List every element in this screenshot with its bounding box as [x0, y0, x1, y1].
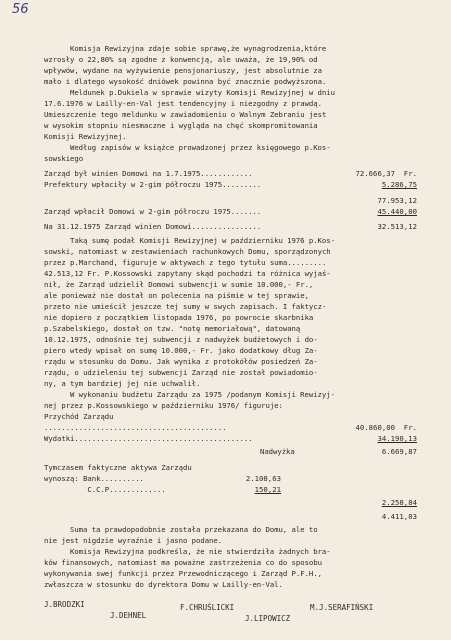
text-line: p.Szabelskiego, dostał on tzw. "notę memoriałową", datowaną [44, 324, 301, 333]
text-line: W wykonaniu budżetu Zarządu za 1975 /podanym Komisji Rewizyj- [70, 390, 335, 399]
text-line: ny, a tym bardziej jej nie uchwalił. [44, 379, 201, 388]
text-line: Taką sumę podał Komisji Rewizyjnej w październiku 1976 p.Kos- [70, 236, 335, 245]
text-line: wzrosły o 22,80% są zgodne z konwencją, ale uważa, że 19,90% od [44, 55, 318, 64]
text-line: wykonywania swej funkcji przez Przewodniczącego i Zarząd P.F.H., [44, 569, 322, 578]
ledger-amount: 77.953,12 [377, 196, 417, 205]
text-line: Komisja Rewizyjna podkreśla, że nie stwierdziła żadnych bra- [70, 547, 331, 556]
ledger-amount: 32.513,12 [377, 222, 417, 231]
text-line: nił, że Zarząd udzielił Domowi subwencji w sumie 10.000,- Fr., [44, 280, 314, 289]
text-line: sowski, natomiast w zestawieniach rachunkowych Domu, sporządzonych [44, 247, 331, 256]
ledger-label: Nadwyżka [260, 447, 295, 456]
text-line: nie jest nigdzie wyraźnie i jasno podane. [44, 536, 223, 545]
ledger-label: C.C.P............. [44, 485, 166, 494]
ledger-amount: 6.669,87 [381, 447, 417, 456]
ledger-amount: 34.190,13 [377, 434, 417, 443]
text-line: Umieszczenie tego meldunku w zawiadomieniu o Walnym Zebraniu jest [44, 110, 327, 119]
ledger-label: Tymczasem faktyczne aktywa Zarządu [44, 463, 192, 472]
text-line: Komisja Rewizyjna zdaje sobie sprawę,że wynagrodzenia,które [70, 44, 327, 53]
text-line: 17.6.1976 w Lailly-en-Val jest tendencyjny i niezgodny z prawdą. [44, 99, 322, 108]
text-line: Suma ta prawdopodobnie została przekazana do Domu, ale to [70, 525, 318, 534]
signatory: J.BRODZKI [44, 600, 85, 609]
text-line: ale ponieważ nie dostał on polecenia na piśmie w tej sprawie, [44, 291, 309, 300]
ledger-label: Wydatki......................................... [44, 434, 253, 443]
ledger-amount: 72.666,37 Fr. [355, 169, 417, 178]
ledger-amount: 2.108,63 [245, 474, 281, 483]
ledger-label: wynoszą: Bank.......... [44, 474, 144, 483]
text-line: ków finansowych, natomiast ma poważne zastrzeżenia co do sposobu [44, 558, 322, 567]
text-line: zwłaszcza w stosunku do dyrektora Domu w Lailly-en-Val. [44, 580, 283, 589]
ledger-label: Zarząd był winien Domowi na 1.7.1975............ [44, 169, 253, 178]
text-line: mało i dlatego wysokość dniówek powinna być znacznie podwyższona. [44, 77, 327, 86]
text-line: 42.513,12 Fr. P.Kossowski zapytany skąd pochodzi ta różnica wyjaś- [44, 269, 331, 278]
text-line: 10.12.1975, odnośnie tej subwencji z nadwyżek budżetowych i do- [44, 335, 318, 344]
text-line: nej przez p.Kossowskiego w październiku 1976/ figuruje: [44, 401, 283, 410]
signatory: M.J.SERAFIŃSKI [310, 603, 374, 612]
text-line: sowskiego [44, 154, 84, 163]
text-line: piero wtedy wpisał on sumę 10.000,- Fr. jako dodatkowy dług Za- [44, 346, 318, 355]
ledger-label: Prefektury wpłaciły w 2-gim półroczu 1975......... [44, 180, 262, 189]
ledger-label: .......................................... [44, 423, 227, 432]
text-line: w wysokim stopniu niesmaczne i wygląda na chęć skompromitowania [44, 121, 318, 130]
text-line: Według zapisów w książce prowadzonej przez księgowego p.Kos- [70, 143, 331, 152]
text-line: Meldunek p.Dukiela w sprawie wizyty Komisji Rewizyjnej w dniu [70, 88, 335, 97]
ledger-amount: 40.860,00 Fr. [355, 423, 417, 432]
ledger-amount: 2.258,84 [381, 498, 417, 507]
signatory: J.LIPOWICZ [245, 614, 291, 623]
ledger-amount: 5.286,75 [381, 180, 417, 189]
text-line: Przychód Zarządu [44, 412, 114, 421]
ledger-amount: 45.440,00 [377, 207, 417, 216]
text-line: rządu, o udzieleniu tej subwencji Zarząd nie został powiadomio- [44, 368, 318, 377]
text-line: przez p.Marchand, figuruje w aktywach z tego tytułu suma......... [44, 258, 327, 267]
text-line: przeto nie umieścił jeszcze tej sumy w swych zapisach. I faktycz- [44, 302, 327, 311]
ledger-label: Zarząd wpłacił Domowi w 2-gim półroczu 1975....... [44, 207, 262, 216]
ledger-amount: 150,21 [254, 485, 281, 494]
text-line: nie dopiero z początkiem listopada 1976, po powrocie skarbnika [44, 313, 314, 322]
signatory: F.CHRUŚLICKI [180, 603, 235, 612]
signatory: J.DEHNEL [110, 611, 147, 620]
page-number: 56 [12, 2, 29, 17]
ledger-amount: 4.411,03 [381, 512, 417, 521]
text-line: wpływów, wydane na wyżywienie pensjonariuszy, jest absolutnie za [44, 66, 322, 75]
text-line: rządu w stosunku do Domu. Jak wynika z protokółów posiedzeń Za- [44, 357, 318, 366]
ledger-label: Na 31.12.1975 Zarząd winien Domowi................ [44, 222, 262, 231]
text-line: Komisji Rewizyjnej. [44, 132, 127, 141]
